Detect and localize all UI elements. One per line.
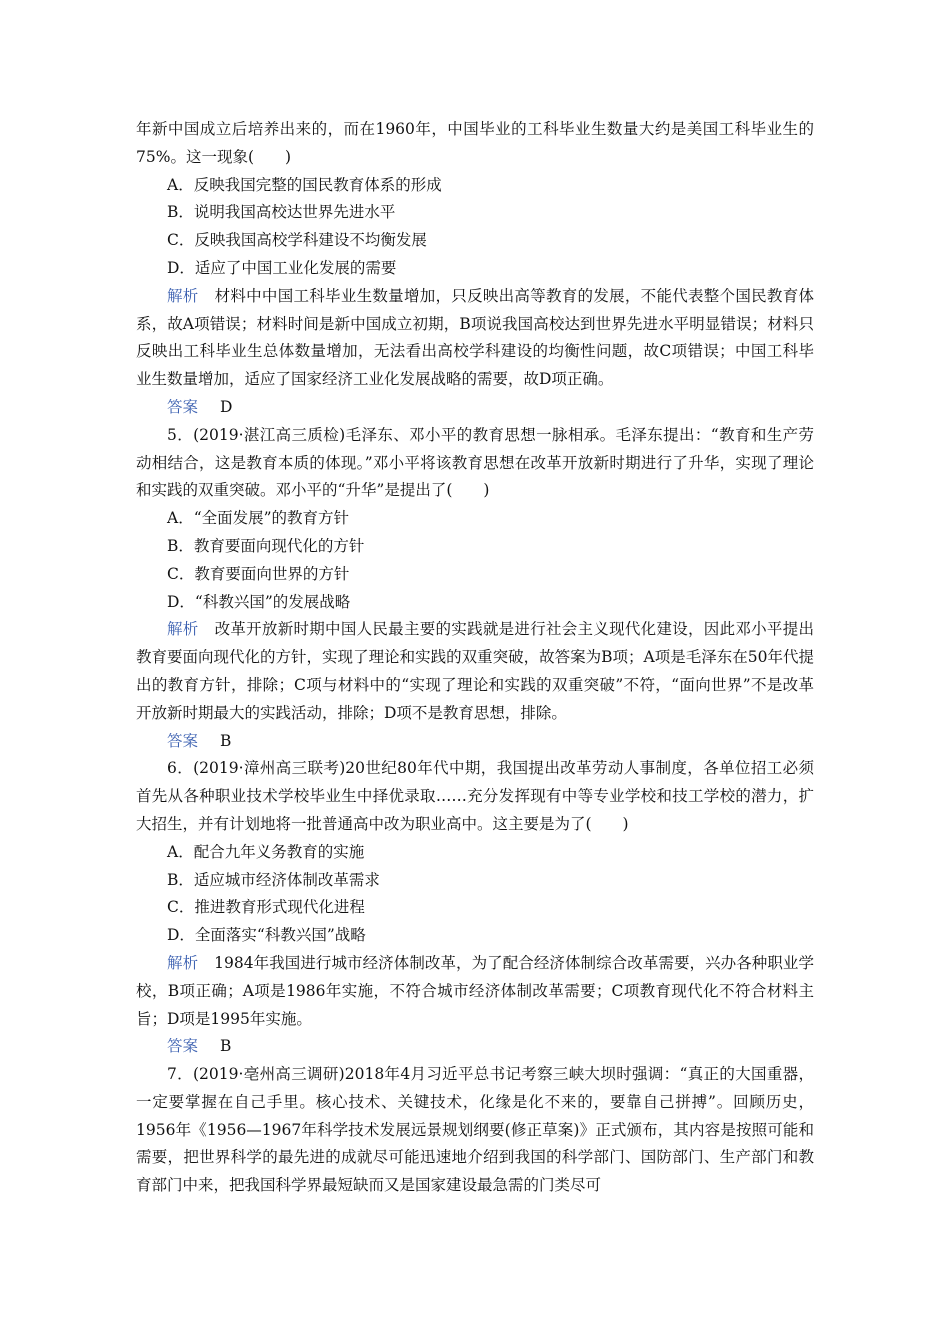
q4-answer-value: D (220, 397, 233, 416)
q4-analysis (136, 283, 814, 394)
q7-stem: 7．(2019·亳州高三调研)2018年4月习近平总书记考察三峡大坝时强调：“真正的大国重器，一定要掌握在自己手里。核心技术、关键技术，化缘是化不来的，要靠自己拼搏”。回顾历史，1956年《1956—1967年科学技术发展远景规划纲要(修正草案)》正式颁布，其内容是按照可能和需要，把世界科学的最先进的成就尽可能迅速地介绍到我国的科学部门、国防部门、生产部门和教育部门中来，把我国科学界最短缺而又是国家建设最急需的门类尽可 (136, 1065, 814, 1195)
q6-analysis (136, 950, 814, 1033)
q5-answer (136, 728, 814, 756)
q4-analysis-label: 解析 (167, 286, 199, 305)
document-page (136, 116, 814, 1200)
q5-answer-value: B (220, 731, 232, 750)
q6-option-c: C．推进教育形式现代化进程 (167, 898, 365, 917)
q4-answer-label: 答案 (167, 397, 199, 416)
q4-option-d: D．适应了中国工业化发展的需要 (167, 258, 397, 277)
q6-answer-label: 答案 (167, 1037, 199, 1056)
q5-answer-label: 答案 (167, 731, 199, 750)
q5-analysis-label: 解析 (167, 620, 199, 639)
q6-stem: 6．(2019·漳州高三联考)20世纪80年代中期，我国提出改革劳动人事制度，各单位招工必须首先从各种职业技术学校毕业生中择优录取……充分发挥现有中等专业学校和技工学校的潜力，扩大招生，并有计划地将一批普通高中改为职业高中。这主要是为了( ) (136, 759, 814, 833)
q6-option-b: B．适应城市经济体制改革需求 (167, 870, 380, 889)
q6-option-a: A．配合九年义务教育的实施 (167, 842, 365, 861)
q5-analysis (136, 616, 814, 727)
q6-analysis-text: 1984年我国进行城市经济体制改革，为了配合经济体制综合改革需要，兴办各种职业学校，B项正确；A项是1986年实施，不符合城市经济体制改革需要；C项教育现代化不符合材料主旨；D项是1995年实施。 (136, 953, 814, 1028)
q6-option-d: D．全面落实“科教兴国”战略 (167, 926, 366, 945)
q4-option-c: C．反映我国高校学科建设不均衡发展 (167, 231, 427, 250)
q5-option-b: B．教育要面向现代化的方针 (167, 536, 365, 555)
q4-option-a: A．反映我国完整的国民教育体系的形成 (167, 175, 442, 194)
q5-option-c: C．教育要面向世界的方针 (167, 564, 350, 583)
q5-option-a: A．“全面发展”的教育方针 (167, 509, 350, 528)
q4-analysis-text: 材料中中国工科毕业生数量增加，只反映出高等教育的发展，不能代表整个国民教育体系，故A项错误；材料时间是新中国成立初期，B项说我国高校达到世界先进水平明显错误；材料只反映出工科毕业生总体数量增加，无法看出高校学科建设的均衡性问题，故C项错误；中国工科毕业生数量增加，适应了国家经济工业化发展战略的需要，故D项正确。 (136, 286, 814, 389)
q5-stem: 5．(2019·湛江高三质检)毛泽东、邓小平的教育思想一脉相承。毛泽东提出：“教育和生产劳动相结合，这是教育本质的体现。”邓小平将该教育思想在改革开放新时期进行了升华，实现了理论和实践的双重突破。邓小平的“升华”是提出了( ) (136, 425, 814, 500)
q4-stem: 年新中国成立后培养出来的，而在1960年，中国毕业的工科毕业生数量大约是美国工科毕业生的75%。这一现象( ) (136, 120, 814, 166)
q5-option-d: D．“科教兴国”的发展战略 (167, 592, 351, 611)
q6-analysis-label: 解析 (167, 953, 199, 972)
q4-answer (136, 394, 814, 422)
q6-answer-value: B (220, 1037, 232, 1056)
q5-analysis-text: 改革开放新时期中国人民最主要的实践就是进行社会主义现代化建设，因此邓小平提出教育要面向现代化的方针，实现了理论和实践的双重突破，故答案为B项；A项是毛泽东在50年代提出的教育方针，排除；C项与材料中的“实现了理论和实践的双重突破”不符，“面向世界”不是改革开放新时期最大的实践活动，排除；D项不是教育思想，排除。 (136, 620, 814, 722)
q4-option-b: B．说明我国高校达世界先进水平 (167, 203, 396, 222)
q6-answer (136, 1033, 814, 1061)
